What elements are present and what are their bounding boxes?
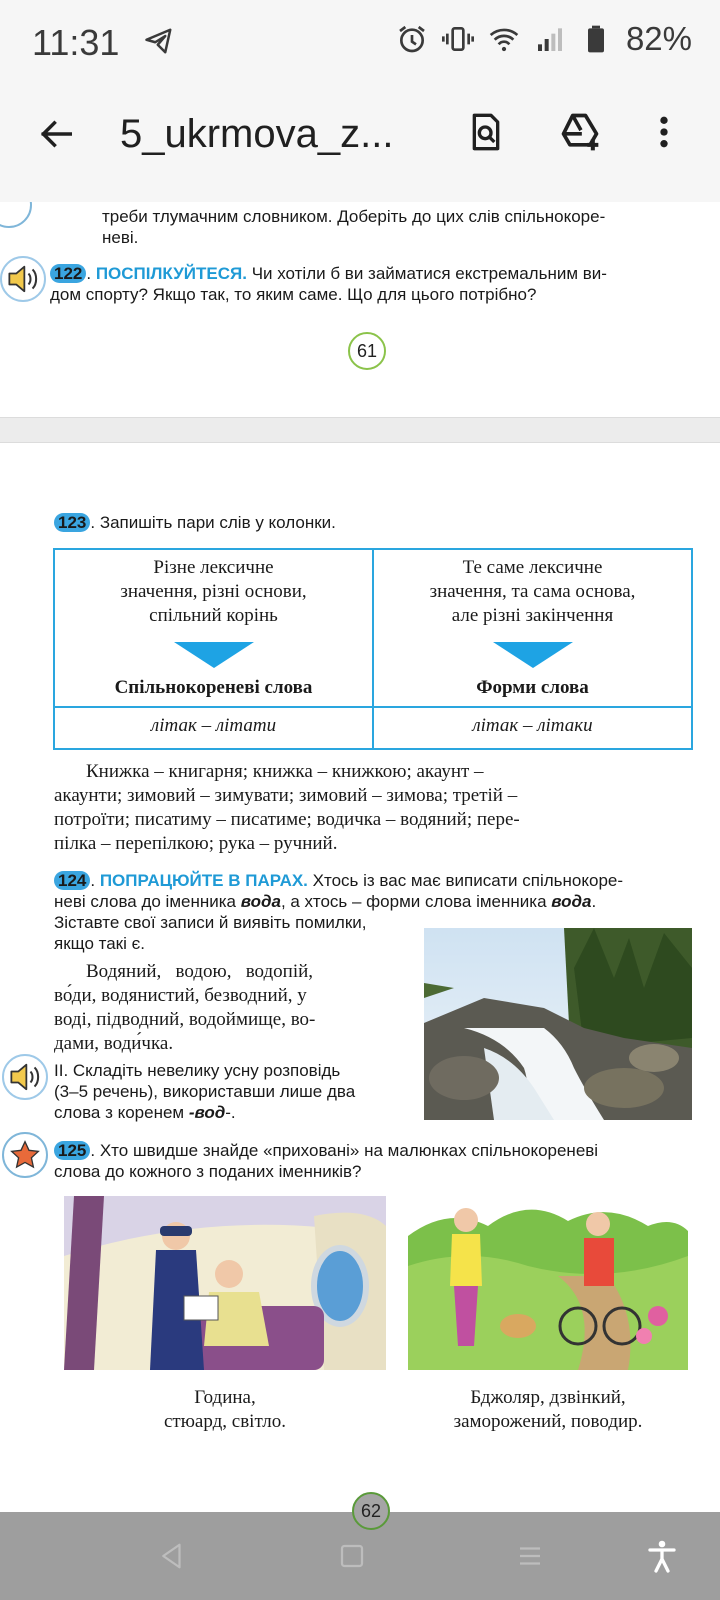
exercise-text: Хтось із вас має виписати спільнокоре- [312, 871, 624, 890]
table-header-cell [54, 549, 373, 707]
exercise-124-part2-line-3 [54, 1102, 236, 1123]
table-header-cell [373, 549, 692, 707]
more-options-button[interactable] [636, 104, 692, 160]
table-desc-line: Різне лексичне [153, 557, 274, 578]
table-example-cell: літак – літаки [373, 707, 692, 749]
battery-percent: 82% [625, 20, 692, 57]
exercise-heading: ПОСПІЛКУЙТЕСЯ. [95, 264, 247, 283]
caption-right [408, 1386, 688, 1434]
text-run: . [591, 892, 597, 911]
accessibility-button[interactable] [640, 1534, 684, 1578]
text-run: -вод [188, 1103, 226, 1122]
nav-back-icon [157, 1541, 187, 1571]
caption-line: заморожений, поводир. [453, 1411, 643, 1432]
exercise-124-line-4: якщо такі є. [54, 934, 146, 953]
star-badge-icon [2, 1132, 48, 1178]
wifi-icon [488, 23, 520, 55]
exercise-124-words [54, 960, 406, 1056]
exercise-122-line-1: 122 . ПОСПІЛКУЙТЕСЯ. Чи хотіли б ви займатися екстремальним ви- [50, 263, 607, 284]
nav-home-button[interactable] [330, 1534, 374, 1578]
table-desc-line: значення, різні основи, [120, 581, 307, 602]
exercise-125-line-1: 125 . Хто швидше знайде «приховані» на малюнках спільнокореневі [54, 1140, 598, 1161]
caption-line: стюард, світло. [163, 1411, 287, 1432]
exercise-text: Чи хотіли б ви займатися екстремальним ви- [251, 264, 607, 283]
exercise-123-words [54, 760, 694, 856]
caption-line: Бджоляр, дзвінкий, [470, 1387, 626, 1408]
text-run: вода [240, 892, 281, 911]
table-desc-line: але різні закінчення [451, 605, 614, 626]
section-badge-icon [0, 202, 32, 228]
back-arrow-icon [37, 115, 75, 153]
text-run: , а хтось – форми слова іменника [280, 892, 552, 911]
exercise-123-instruction: 123 . Запишіть пари слів у колонки. [54, 512, 336, 533]
text-line: пілка – перепілкою; рука – ручний. [54, 833, 338, 854]
nav-recents-icon [515, 1541, 545, 1571]
down-arrow-icon [493, 642, 573, 668]
exercise-124-part2-line-1: ІІ. Складіть невелику усну розповідь [54, 1061, 341, 1080]
text-line: дами, води́чка. [54, 1033, 174, 1054]
exercise-heading: ПОПРАЦЮЙТЕ В ПАРАХ. [99, 871, 308, 890]
continuation-line-1: треби тлумачним словником. Доберіть до цих слів спільнокоре- [102, 207, 606, 226]
caption-line: Година, [194, 1387, 256, 1408]
exercise-122-line-2: дом спорту? Якщо так, то яким саме. Що для цього потрібно? [50, 285, 537, 304]
text-run: слова з коренем [54, 1103, 189, 1122]
table-example-cell: літак – літати [54, 707, 373, 749]
text-line: во́ди, водянистий, безводний, у [54, 985, 307, 1006]
table-desc-line: Те саме лексичне [462, 557, 603, 578]
page-indicator: 62 [352, 1492, 390, 1530]
exercise-number: 123 [54, 513, 90, 532]
exercise-124-part2-line-2: (3–5 речень), використавши лише два [54, 1082, 356, 1101]
page-number-61: 61 [348, 332, 386, 370]
text-run: -. [225, 1103, 236, 1122]
navigation-bar [0, 1500, 720, 1600]
exercise-number: 124 [54, 871, 90, 890]
search-in-document-button[interactable] [458, 104, 514, 160]
nav-recents-button[interactable] [508, 1534, 552, 1578]
app-toolbar [0, 84, 720, 202]
status-time: 11:31 [32, 22, 120, 63]
exercise-124-line-3: Зіставте свої записи й виявіть помилки, [54, 913, 367, 932]
exercise-number: 122 [50, 264, 86, 283]
speaker-icon [2, 1054, 48, 1100]
add-to-drive-icon [558, 110, 602, 154]
table-desc-line: значення, та сама основа, [429, 581, 636, 602]
page-separator [0, 417, 720, 443]
exercise-124-line-1: 124 . ПОПРАЦЮЙТЕ В ПАРАХ. Хтось із вас має виписати спільнокоре- [54, 870, 623, 891]
text-run: вода [551, 892, 592, 911]
table-column-title: Форми слова [476, 677, 589, 698]
text-line: Водяний, водою, водопій, [86, 961, 314, 982]
search-document-icon [466, 112, 506, 152]
exercise-text: Запишіть пари слів у колонки. [99, 513, 336, 532]
more-vert-icon [644, 112, 684, 152]
text-line: потроїти; писатиму – писатиме; водичка – водяний; пере- [54, 809, 520, 830]
word-columns-table [53, 548, 693, 750]
telegram-icon [142, 26, 176, 56]
exercise-number: 125 [54, 1141, 90, 1160]
signal-icon [534, 23, 566, 55]
document-viewer[interactable] [0, 202, 720, 1512]
text-run: неві слова до іменника [54, 892, 241, 911]
speaker-icon [0, 256, 46, 302]
down-arrow-icon [174, 642, 254, 668]
table-column-title: Спільнокореневі слова [114, 677, 313, 698]
caption-left [64, 1386, 386, 1434]
vibrate-icon [442, 23, 474, 55]
table-desc-line: спільний корінь [149, 605, 278, 626]
battery-icon [580, 23, 612, 55]
exercise-124-line-2 [54, 891, 596, 912]
airplane-cabin-illustration [64, 1196, 386, 1370]
park-illustration [408, 1196, 688, 1370]
alarm-icon [396, 23, 428, 55]
exercise-125-line-2: слова до кожного з поданих іменників? [54, 1162, 362, 1181]
continuation-line-2: неві. [102, 228, 139, 247]
back-button[interactable] [30, 108, 82, 160]
add-to-drive-button[interactable] [552, 104, 608, 160]
exercise-text: Хто швидше знайде «приховані» на малюнках спільнокореневі [99, 1141, 599, 1160]
text-line: воді, підводний, водоймище, во- [54, 1009, 316, 1030]
waterfall-photo [424, 928, 692, 1120]
nav-back-button[interactable] [150, 1534, 194, 1578]
accessibility-icon [644, 1538, 680, 1574]
nav-home-icon [337, 1541, 367, 1571]
text-line: Книжка – книгарня; книжка – книжкою; акаунт – [86, 761, 484, 782]
document-title: 5_ukrmova_z... [120, 112, 394, 156]
status-bar [0, 0, 720, 84]
text-line: акаунти; зимовий – зимувати; зимовий – зимова; третій – [54, 785, 518, 806]
